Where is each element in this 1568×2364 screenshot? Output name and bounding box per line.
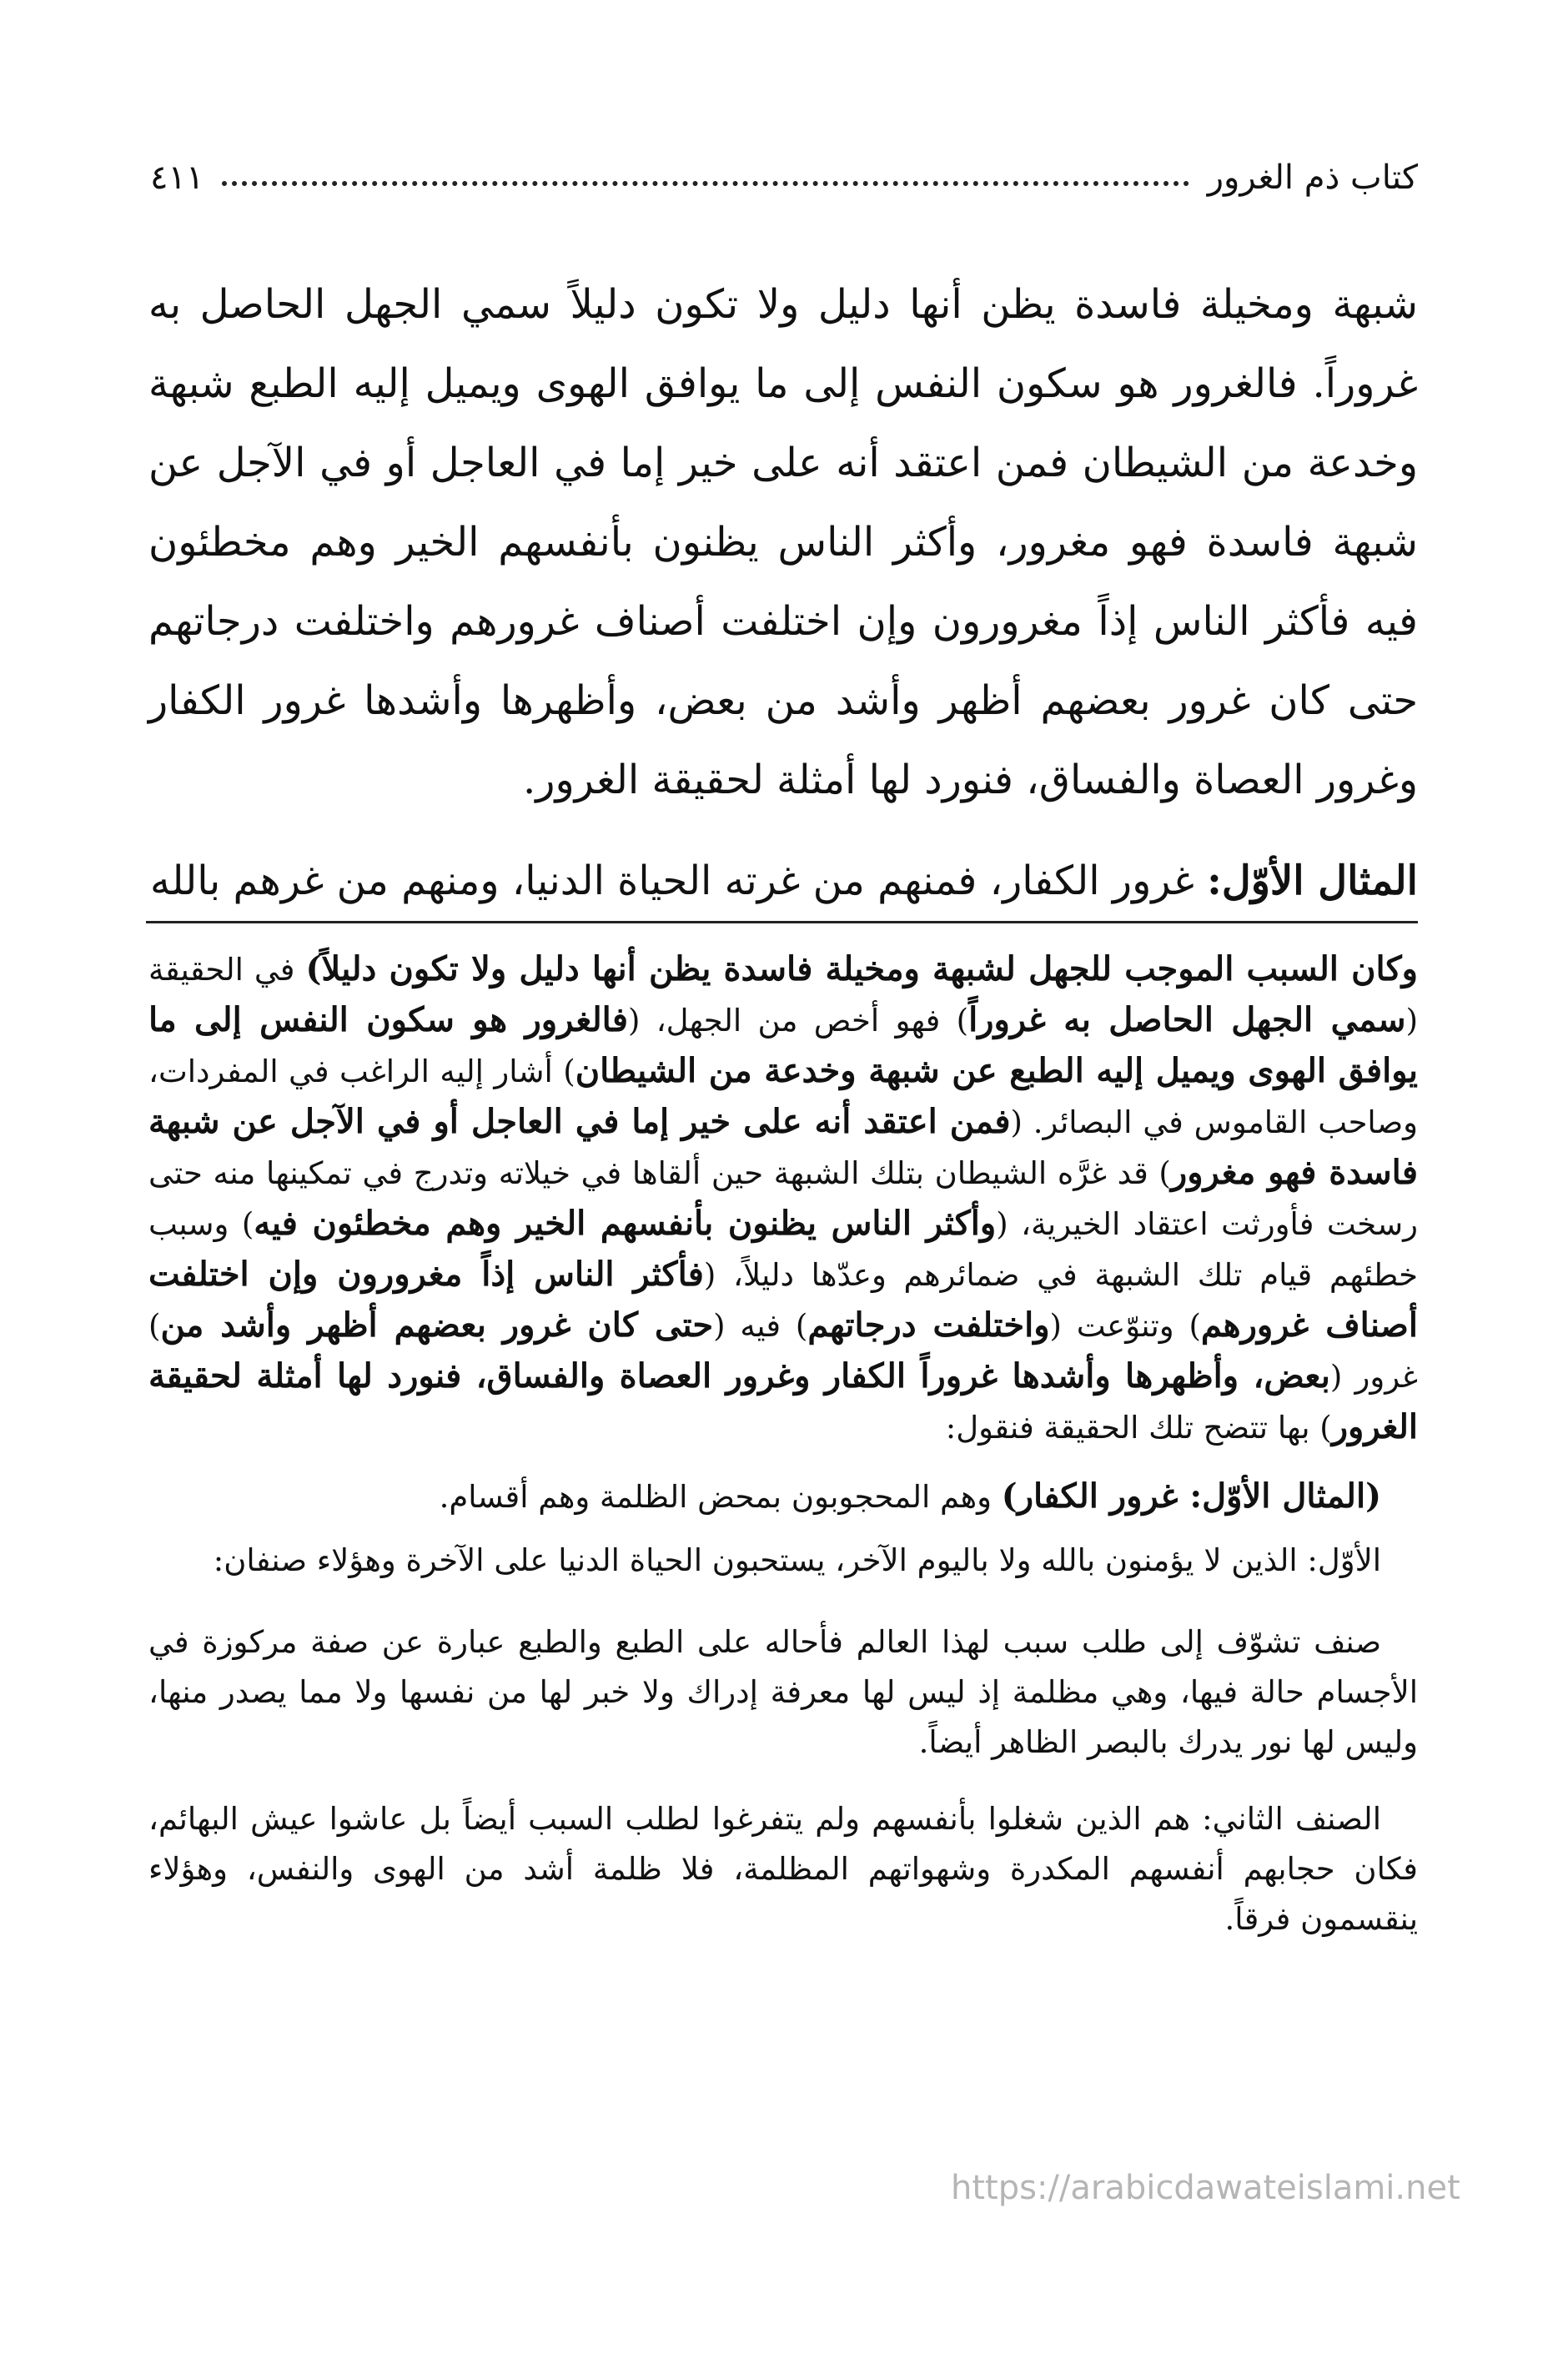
comment-gloss: ) وسبب خطئهم قيام تلك الشبهة في ضمائرهم وعدّها دليلاً، ( — [148, 1206, 1419, 1293]
comment-quote: فالغرور هو سكون النفس إلى ما يوافق الهوى ويميل إليه الطبع عن شبهة وخدعة من الشيطان — [148, 1000, 1418, 1090]
comment-gloss: ) غرور ( — [148, 1308, 1418, 1395]
comment-quote: بعض، وأظهرها وأشدها غروراً الكفار وغرور العصاة والفساق، فنورد لها أمثلة لحقيقة الغرور — [148, 1356, 1418, 1446]
footnote-divider — [146, 921, 1418, 923]
commentary-paragraph-4: صنف تشوّف إلى طلب سبب لهذا العالم فأحاله على الطبع والطبع عبارة عن صفة مركوزة في الأجسام حالة فيها، وهي مظلمة إذ ليس لها معرفة إدراك ولا خبر لها من نفسها ولا مما يصدر منها، وليس لها نور يدرك بالبصر الظاهر أيضاً. — [148, 1624, 1418, 1760]
comment-gloss: ) وتنوّعت ( — [1049, 1308, 1201, 1344]
comment-gloss: في الحقيقة ( — [148, 952, 1418, 1039]
comment-quote: حتى كان غرور بعضهم أظهر وأشد من — [160, 1305, 714, 1345]
page-number: ٤١١ — [150, 158, 204, 197]
commentary-paragraph-2 — [148, 1471, 1418, 1522]
comment-gloss: ) بها تتضح تلك الحقيقة فنقول: — [945, 1410, 1332, 1446]
comment-quote: فمن اعتقد أنه على خير إما في العاجل أو في الآجل عن شبهة فاسدة فهو مغرور — [148, 1102, 1418, 1192]
comment-quote: واختلفت درجاتهم — [807, 1305, 1050, 1345]
commentary-section — [148, 944, 1418, 1944]
comment-gloss: ) فهو أخص من الجهل، ( — [628, 1003, 969, 1039]
commentary-paragraph-3: الأوّل: الذين لا يؤمنون بالله ولا باليوم الآخر، يستحبون الحياة الدنيا على الآخرة وهؤلاء صنفان: — [213, 1542, 1381, 1578]
comment-gloss: وهم المحجوبون بمحض الظلمة وهم أقسام. — [439, 1479, 993, 1515]
header-dot-leader — [222, 181, 1189, 186]
watermark-url: https://arabicdawateislami.net — [951, 2169, 1460, 2207]
example-text: غرور الكفار، فمنهم من غرته الحياة الدنيا، ومنهم من غرهم بالله — [150, 858, 1194, 904]
comment-quote: وأكثر الناس يظنون بأنفسهم الخير وهم مخطئون فيه — [254, 1204, 997, 1243]
main-paragraph: شبهة ومخيلة فاسدة يظن أنها دليل ولا تكون دليلاً سمي الجهل الحاصل به غروراً. فالغرور هو سكون النفس إلى ما يوافق الهوى ويميل إليه الطبع شبهة وخدعة من الشيطان فمن اعتقد أنه على خير إما في العاجل أو في الآجل عن شبهة فاسدة فهو مغرور، وأكثر الناس يظنون بأنفسهم الخير وهم مخطئون فيه فأكثر الناس إذاً مغرورون وإن اختلفت أصناف غرورهم واختلفت درجاتهم حتى كان غرور بعضهم أظهر وأشد من بعض، وأظهرها وأشدها غرور الكفار وغرور العصاة والفساق، فنورد لها أمثلة لحقيقة الغرور. — [148, 281, 1418, 803]
commentary-paragraph-5: الصنف الثاني: هم الذين شغلوا بأنفسهم ولم يتفرغوا لطلب السبب أيضاً بل عاشوا عيش البهائم، فكان حجابهم أنفسهم المكدرة وشهواتهم المظلمة، فلا ظلمة أشد من الهوى والنفس، وهؤلاء ينقسمون فرقاً. — [148, 1801, 1418, 1937]
comment-quote: سمي الجهل الحاصل به غروراً — [968, 1000, 1406, 1039]
example-label: المثال الأوّل: — [1207, 858, 1418, 904]
comment-gloss: ) قد غرَّه الشيطان بتلك الشبهة حين ألقاها في خيلاته وتدرج في تمكينها منه حتى رسخت فأورثت اعتقاد الخيرية، ( — [148, 1155, 1419, 1242]
comment-gloss: ) فيه ( — [713, 1308, 808, 1344]
comment-quote: (المثال الأوّل: غرور الكفار) — [1001, 1476, 1381, 1516]
running-header — [150, 148, 1418, 207]
comment-quote: وكان السبب الموجب للجهل لشبهة ومخيلة فاسدة يظن أنها دليل ولا تكون دليلاً) — [305, 949, 1418, 988]
commentary-paragraph-1 — [148, 944, 1418, 1453]
comment-quote: فأكثر الناس إذاً مغرورون وإن اختلفت أصناف غرورهم — [148, 1255, 1419, 1345]
comment-gloss: ) أشار إليه الراغب في المفردات، وصاحب القاموس في البصائر. ( — [148, 1054, 1418, 1140]
book-title: كتاب ذم الغرور — [1207, 158, 1418, 197]
main-text — [148, 265, 1418, 921]
first-example-line — [148, 842, 1418, 921]
